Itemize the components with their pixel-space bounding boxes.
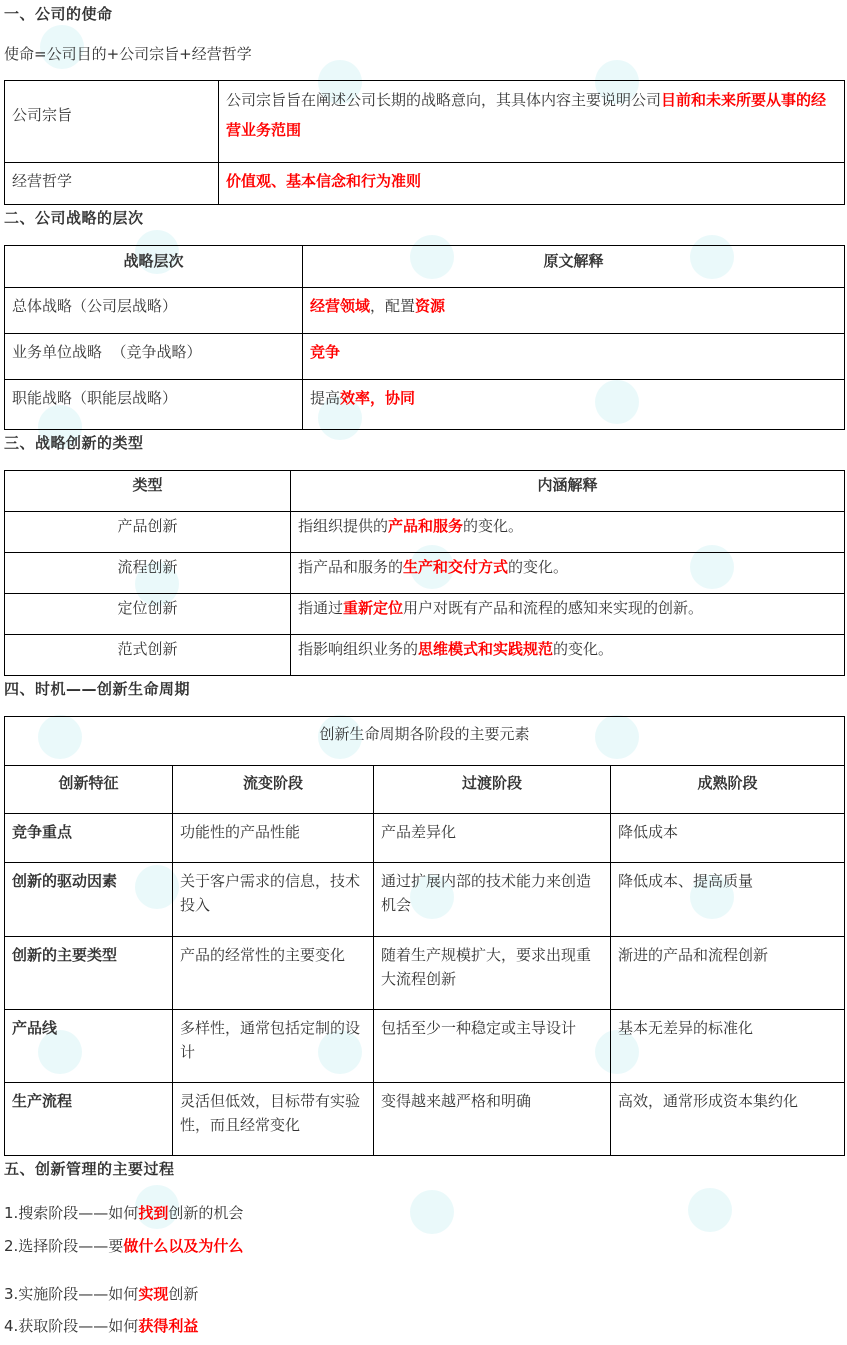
column-header: 创新特征 [5,766,173,814]
row-content [219,81,845,163]
strategy-level: 业务单位战略 （竞争战略） [5,334,303,380]
feature-label: 创新的驱动因素 [5,863,173,937]
transitional-phase-cell: 包括至少一种稳定或主导设计 [374,1010,611,1083]
strategy-level: 总体战略（公司层战略） [5,288,303,334]
plain-text: 指影响组织业务的 [298,640,419,658]
feature-label: 产品线 [5,1010,173,1083]
explanation [303,288,845,334]
table-caption-row [5,717,845,766]
mission-formula: 使命=公司目的+公司宗旨+经营哲学 [4,45,252,63]
table-row [5,937,845,1010]
mature-phase-cell: 降低成本 [611,814,845,863]
highlight-text: 效率，协同 [340,389,416,407]
highlight-text: 做什么以及为什么 [123,1237,244,1255]
explanation [303,380,845,430]
fluid-phase-cell: 灵活但低效，目标带有实验性，而且经常变化 [173,1083,374,1156]
explanation [291,553,845,594]
plain-text: 4.获取阶段——如何 [4,1317,139,1335]
process-item [4,1202,243,1223]
explanation [291,635,845,676]
row-label: 公司宗旨 [5,81,219,163]
plain-text: 创新的机会 [168,1204,244,1222]
column-header: 过渡阶段 [374,766,611,814]
plain-text: 指产品和服务的 [298,558,404,576]
plain-text: 公司宗旨旨在阐述公司长期的战略意向，其具体内容主要说明公司 [226,91,662,109]
process-item [4,1235,243,1256]
plain-text: 的变化。 [508,558,569,576]
highlight-text: 经营领域 [310,297,371,315]
highlight-text: 找到 [138,1204,169,1222]
plain-text: 创新 [168,1285,199,1303]
mature-phase-cell: 基本无差异的标准化 [611,1010,845,1083]
strategy-levels-table [4,245,845,430]
innovation-type: 定位创新 [5,594,291,635]
column-header: 成熟阶段 [611,766,845,814]
table-header-row [5,246,845,288]
mature-phase-cell: 高效，通常形成资本集约化 [611,1083,845,1156]
section5-heading: 五、创新管理的主要过程 [4,1160,175,1178]
process-item [4,1283,198,1304]
highlight-text: 重新定位 [343,599,404,617]
table-header-row [5,471,845,512]
table-row [5,512,845,553]
plain-text: 提高 [310,389,341,407]
transitional-phase-cell: 产品差异化 [374,814,611,863]
explanation [291,594,845,635]
process-item [4,1315,198,1336]
table-row [5,1083,845,1156]
table-row [5,288,845,334]
highlight-text: 价值观、基本信念和行为准则 [226,172,422,190]
feature-label: 生产流程 [5,1083,173,1156]
column-header: 原文解释 [303,246,845,288]
transitional-phase-cell: 随着生产规模扩大，要求出现重大流程创新 [374,937,611,1010]
table-row [5,553,845,594]
plain-text: 用户对既有产品和流程的感知来实现的创新。 [403,599,704,617]
transitional-phase-cell: 变得越来越严格和明确 [374,1083,611,1156]
mission-table [4,80,845,205]
fluid-phase-cell: 功能性的产品性能 [173,814,374,863]
column-header: 类型 [5,471,291,512]
innovation-lifecycle-table [4,716,845,1156]
innovation-type: 产品创新 [5,512,291,553]
transitional-phase-cell: 通过扩展内部的技术能力来创造机会 [374,863,611,937]
plain-text: 指组织提供的 [298,517,389,535]
table-row [5,863,845,937]
plain-text: 指通过 [298,599,344,617]
table-header-row [5,766,845,814]
row-label: 经营哲学 [5,163,219,205]
table-row [5,163,845,205]
highlight-text: 竞争 [310,343,341,361]
fluid-phase-cell: 多样性，通常包括定制的设计 [173,1010,374,1083]
plain-text: ，配置 [370,297,416,315]
highlight-text: 思维模式和实践规范 [418,640,554,658]
section3-heading: 三、战略创新的类型 [4,434,144,452]
highlight-text: 获得利益 [138,1317,199,1335]
fluid-phase-cell: 产品的经常性的主要变化 [173,937,374,1010]
innovation-types-table [4,470,845,676]
plain-text: 的变化。 [553,640,614,658]
table-row [5,594,845,635]
highlight-text: 产品和服务 [388,517,464,535]
plain-text: 2.选择阶段——要 [4,1237,124,1255]
table-row [5,334,845,380]
table-row [5,81,845,163]
feature-label: 竞争重点 [5,814,173,863]
highlight-text: 实现 [138,1285,169,1303]
plain-text: 的变化。 [463,517,524,535]
plain-text: 1.搜索阶段——如何 [4,1204,139,1222]
strategy-level: 职能战略（职能层战略） [5,380,303,430]
column-header: 流变阶段 [173,766,374,814]
highlight-text: 资源 [415,297,446,315]
section1-heading: 一、公司的使命 [4,5,113,23]
row-content [219,163,845,205]
table-caption: 创新生命周期各阶段的主要元素 [5,717,845,766]
highlight-text: 目前和未来所要从事的经营业务范围 [226,91,827,139]
table-row [5,1010,845,1083]
plain-text: 3.实施阶段——如何 [4,1285,139,1303]
table-row [5,814,845,863]
highlight-text: 生产和交付方式 [403,558,509,576]
column-header: 内涵解释 [291,471,845,512]
feature-label: 创新的主要类型 [5,937,173,1010]
section2-heading: 二、公司战略的层次 [4,209,144,227]
table-row [5,635,845,676]
explanation [303,334,845,380]
column-header: 战略层次 [5,246,303,288]
mature-phase-cell: 渐进的产品和流程创新 [611,937,845,1010]
innovation-type: 范式创新 [5,635,291,676]
section4-heading: 四、时机——创新生命周期 [4,680,191,698]
mature-phase-cell: 降低成本、提高质量 [611,863,845,937]
table-row [5,380,845,430]
fluid-phase-cell: 关于客户需求的信息，技术投入 [173,863,374,937]
explanation [291,512,845,553]
innovation-type: 流程创新 [5,553,291,594]
